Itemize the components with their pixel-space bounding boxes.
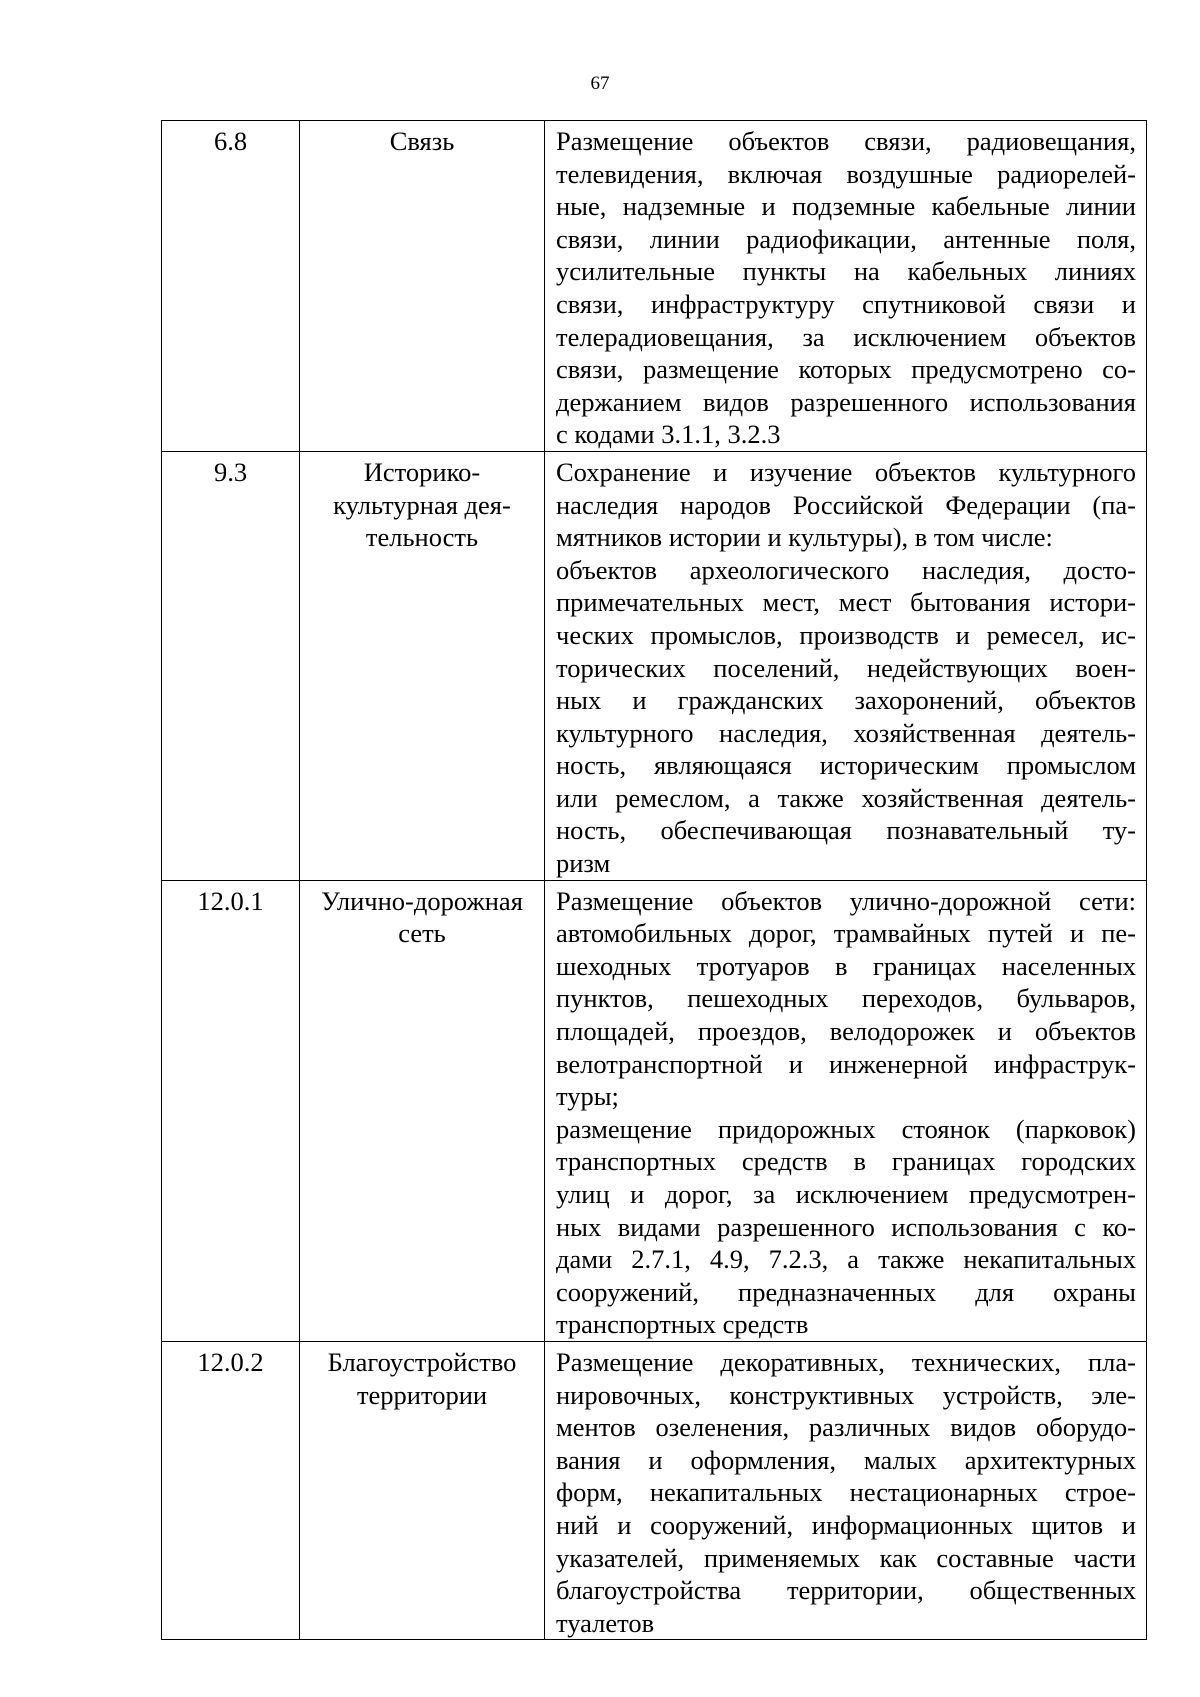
row-description-line: наследия народов Российской Федерации (па-: [556, 489, 1136, 520]
row-description-line: держанием видов разрешенного использования: [556, 386, 1136, 417]
row-description-line: дами 2.7.1, 4.9, 7.2.3, а также некапитальных: [556, 1244, 1136, 1275]
row-description-line: туры;: [556, 1081, 619, 1112]
row-description-line: или ремеслом, а также хозяйственная деятель-: [556, 782, 1136, 813]
row-description-line: транспортных средств: [556, 1309, 809, 1340]
row-description-line: пунктов, пешеходных переходов, бульваров,: [556, 983, 1136, 1014]
row-description-line: ных видами разрешенного использования с ко-: [556, 1211, 1136, 1242]
row-description-line: автомобильных дорог, трамвайных путей и пе-: [556, 918, 1136, 949]
page-number: 67: [590, 73, 610, 94]
row-code: 9.3: [162, 451, 300, 880]
row-description-line: транспортных средств в границах городских: [556, 1146, 1136, 1177]
row-code: 12.0.1: [162, 880, 300, 1341]
row-name: [300, 451, 545, 880]
row-description-line: объектов археологического наследия, досто-: [556, 554, 1136, 585]
row-description-line: Сохранение и изучение объектов культурного: [556, 456, 1136, 487]
row-description-line: туалетов: [556, 1607, 655, 1638]
row-description-line: мятников истории и культуры), в том числе:: [556, 522, 1053, 553]
row-description-line: ний и сооружений, информационных щитов и: [556, 1509, 1136, 1540]
row-description-line: усилительные пункты на кабельных линиях: [556, 256, 1136, 287]
row-description-line: телерадиовещания, за исключением объектов: [556, 321, 1136, 352]
row-description-line: нировочных, конструктивных устройств, эле-: [556, 1379, 1136, 1410]
table-row: [162, 1341, 1147, 1639]
row-description-line: ментов озеленения, различных видов оборудо-: [556, 1412, 1136, 1443]
row-description-line: с кодами 3.1.1, 3.2.3: [556, 419, 781, 450]
row-description-line: улиц и дорог, за исключением предусмотрен-: [556, 1179, 1136, 1209]
row-description-line: ные, надземные и подземные кабельные линии: [556, 191, 1136, 222]
row-description: [545, 1341, 1147, 1639]
row-description-line: торических поселений, недействующих воен-: [556, 652, 1136, 683]
row-description-line: велотранспортной и инженерной инфраструк-: [556, 1048, 1136, 1079]
table-row: [162, 121, 1147, 452]
row-description-line: благоустройства территории, общественных: [556, 1575, 1136, 1606]
row-code: 12.0.2: [162, 1341, 300, 1639]
row-description-line: связи, линии радиофикации, антенные поля,: [556, 223, 1136, 254]
row-code: 6.8: [162, 121, 300, 452]
row-description-line: площадей, проездов, велодорожек и объектов: [556, 1016, 1136, 1047]
row-description: [545, 880, 1147, 1341]
row-name-line: культурная дея-: [333, 489, 511, 520]
row-name: [300, 121, 545, 452]
row-description-line: ность, обеспечивающая познавательный ту-: [556, 815, 1136, 846]
row-description: [545, 121, 1147, 452]
row-description-line: Размещение объектов улично-дорожной сети:: [556, 885, 1136, 916]
row-name-line: Историко-: [363, 456, 481, 487]
table-row: [162, 451, 1147, 880]
row-description-line: сооружений, предназначенных для охраны: [556, 1276, 1136, 1307]
row-name: [300, 880, 545, 1341]
row-description-line: телевидения, включая воздушные радиорелей-: [556, 158, 1136, 189]
row-description-line: шеходных тротуаров в границах населенных: [556, 950, 1136, 981]
table-body: [162, 121, 1147, 1640]
row-description-line: вания и оформления, малых архитектурных: [556, 1444, 1136, 1475]
row-description-line: Размещение объектов связи, радиовещания,: [556, 126, 1136, 156]
row-description-line: ризм: [556, 848, 611, 879]
row-description-line: ность, являющаяся историческим промыслом: [556, 750, 1136, 781]
land-use-table: [161, 120, 1147, 1640]
row-description-line: размещение придорожных стоянок (парковок): [556, 1113, 1136, 1144]
row-description: [545, 451, 1147, 880]
row-description-line: культурного наследия, хозяйственная деятель-: [556, 717, 1136, 748]
row-name-line: Улично-дорожная: [321, 885, 523, 916]
row-description-line: примечательных мест, мест бытования истори-: [556, 587, 1136, 618]
row-name-line: Связь: [389, 126, 455, 156]
row-description-line: форм, некапитальных нестационарных строе-: [556, 1477, 1136, 1508]
row-name: [300, 1341, 545, 1639]
row-description-line: ных и гражданских захоронений, объектов: [556, 685, 1136, 716]
row-description-line: связи, инфраструктуру спутниковой связи и: [556, 288, 1136, 319]
row-name-line: сеть: [398, 918, 446, 949]
row-description-line: указателей, применяемых как составные части: [556, 1542, 1136, 1573]
row-description-line: ческих промыслов, производств и ремесел, ис-: [556, 619, 1136, 650]
row-name-line: тельность: [365, 522, 479, 553]
row-name-line: территории: [356, 1379, 488, 1410]
row-name-line: Благоустройство: [327, 1346, 517, 1377]
row-description-line: связи, размещение которых предусмотрено со-: [556, 354, 1136, 385]
table-row: [162, 880, 1147, 1341]
row-description-line: Размещение декоративных, технических, пла-: [556, 1346, 1136, 1377]
